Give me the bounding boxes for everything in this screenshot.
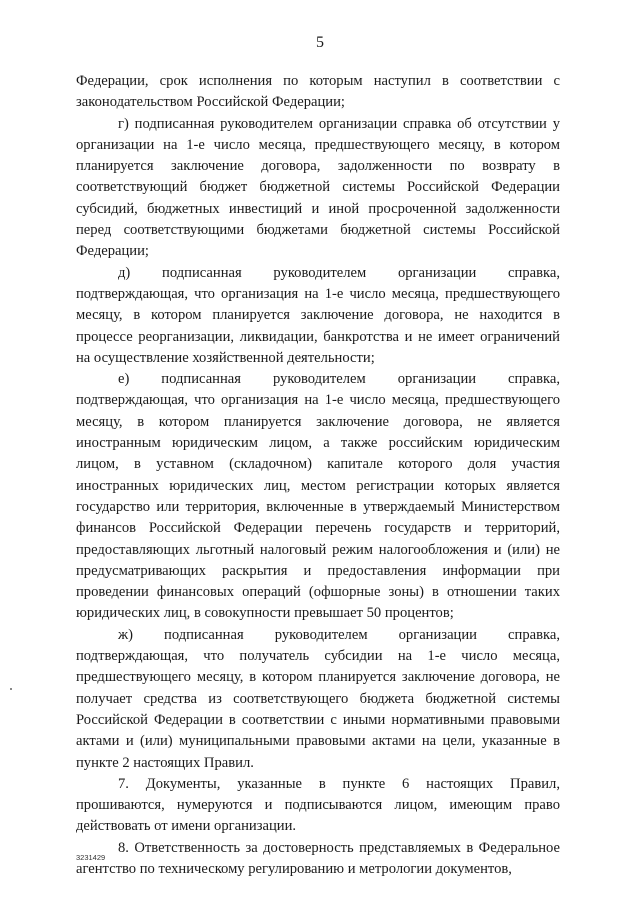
paragraph-clause-7: 7. Документы, указанные в пункте 6 настоящих Правил, прошиваются, нумеруются и подписываются лицом, имеющим право действовать от имени организации.	[76, 775, 560, 835]
scan-speck	[10, 688, 12, 690]
document-code: 3231429	[76, 853, 106, 862]
paragraph-item-e: е) подписанная руководителем организации справка, подтверждающая, что организация на 1-е число месяца, предшествующего месяцу, в котором планируется заключение договора, не является иностранным юридическим лицом, а также российским юридическим лицом, в уставном (складочном) капитале которого доля участия иностранных юридических лиц, местом регистрации которых является государство или территория, включенные в утверждаемый Министерством финансов Российской Федерации перечень государств и территорий, предоставляющих льготный налоговый режим налогообложения и (или) не предусматривающих раскрытия и предоставления информации при проведении финансовых операций (офшорные зоны) в отношении таких юридических лиц, в совокупности превышает 50 процентов;	[76, 371, 560, 622]
paragraph-clause-8: 8. Ответственность за достоверность представляемых в Федеральное агентство по техническому регулированию и метрологии документов,	[76, 839, 560, 877]
page-number: 5	[316, 34, 324, 51]
paragraph-continuation: Федерации, срок исполнения по которым наступил в соответствии с законодательством Российской Федерации;	[76, 73, 560, 111]
paragraph-item-g: г) подписанная руководителем организации справка об отсутствии у организации на 1-е число месяца, предшествующего месяцу, в котором планируется заключение договора, задолженности по возврату в соответствующий бюджет бюджетной системы Российской Федерации субсидий, бюджетных инвестиций и иной просроченной задолженности перед соответствующими бюджетами бюджетной системы Российской Федерации;	[76, 115, 560, 260]
document-body	[76, 71, 560, 880]
paragraph-item-d: д) подписанная руководителем организации справка, подтверждающая, что организация на 1-е число месяца, предшествующего месяцу, в котором планируется заключение договора, не находится в процессе реорганизации, ликвидации, банкротства и не имеет ограничений на осуществление хозяйственной деятельности;	[76, 264, 560, 366]
paragraph-item-zh: ж) подписанная руководителем организации справка, подтверждающая, что получатель субсидии на 1-е число месяца, предшествующего месяцу, в котором планируется заключение договора, не получает средства из соответствующего бюджета бюджетной системы Российской Федерации в соответствии с иными нормативными правовыми актами и (или) муниципальными правовыми актами на цели, указанные в пункте 2 настоящих Правил.	[76, 626, 560, 771]
